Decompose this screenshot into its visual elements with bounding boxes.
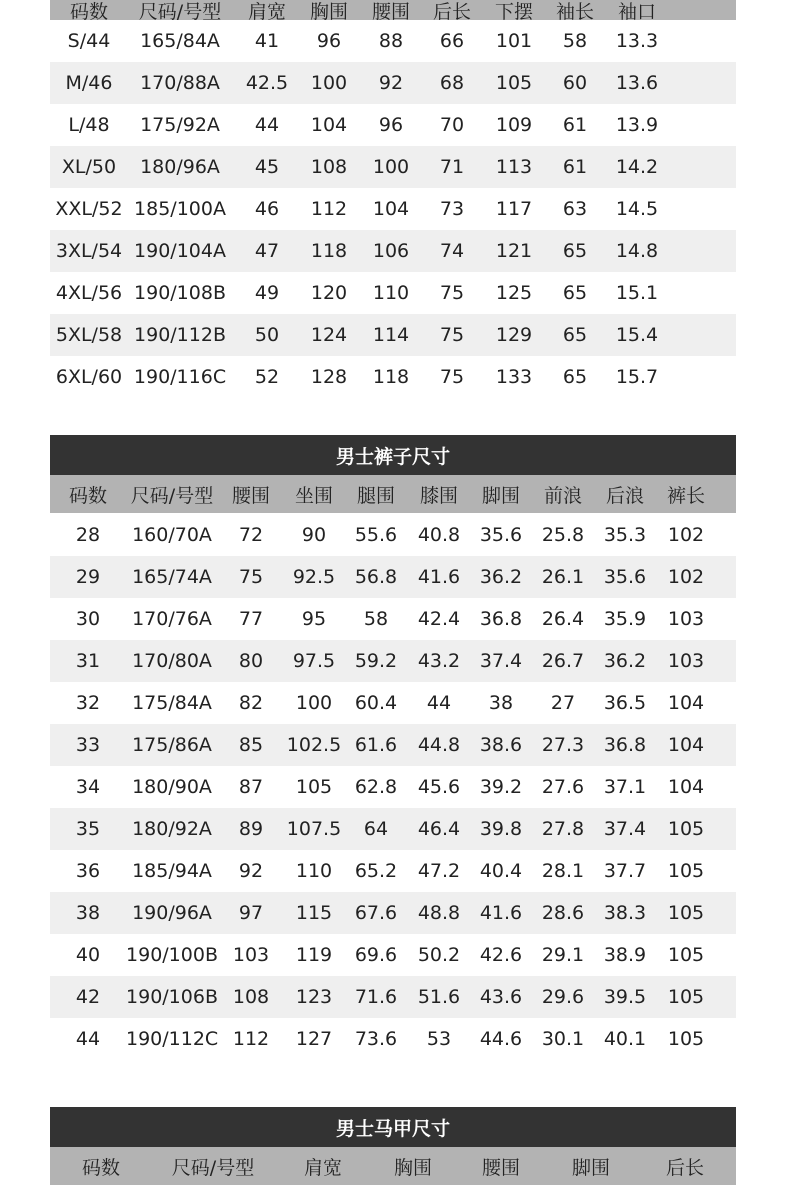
table-cell: 104 bbox=[667, 776, 705, 798]
table-cell: 117 bbox=[495, 198, 533, 220]
table-cell: 102 bbox=[667, 524, 705, 546]
table-row bbox=[50, 556, 736, 598]
table-row bbox=[50, 356, 736, 398]
table-cell: 55.6 bbox=[354, 524, 398, 546]
table-cell: 29.6 bbox=[541, 986, 585, 1008]
table-cell: 38.3 bbox=[603, 902, 647, 924]
table-cell: 40.1 bbox=[603, 1028, 647, 1050]
table-cell: 82 bbox=[238, 692, 264, 714]
header-cell: 脚围 bbox=[481, 484, 520, 507]
table-cell: 104 bbox=[667, 734, 705, 756]
table-cell: 175/92A bbox=[140, 114, 220, 136]
table-cell: 64 bbox=[363, 818, 389, 840]
table-header-row bbox=[50, 1147, 736, 1185]
table-cell: 102 bbox=[667, 566, 705, 588]
table-cell: 41.6 bbox=[417, 566, 461, 588]
table-cell: 50 bbox=[254, 324, 280, 346]
table-cell: 100 bbox=[372, 156, 410, 178]
table-cell: 101 bbox=[495, 30, 533, 52]
table-cell: 97 bbox=[238, 902, 264, 924]
table-cell: 50.2 bbox=[417, 944, 461, 966]
table-cell: 44.6 bbox=[479, 1028, 523, 1050]
table-row bbox=[50, 188, 736, 230]
table-cell: 104 bbox=[667, 692, 705, 714]
table-cell: 105 bbox=[495, 72, 533, 94]
table-cell: 40.4 bbox=[479, 860, 523, 882]
table-cell: 170/88A bbox=[140, 72, 220, 94]
table-cell: 190/116C bbox=[133, 366, 227, 388]
header-cell: 胸围 bbox=[393, 1156, 432, 1179]
table-cell: 113 bbox=[495, 156, 533, 178]
table-cell: 190/112B bbox=[134, 324, 226, 346]
table-cell: 68 bbox=[439, 72, 465, 94]
table-row bbox=[50, 640, 736, 682]
table-cell: 108 bbox=[232, 986, 270, 1008]
table-cell: 56.8 bbox=[354, 566, 398, 588]
table-cell: 34 bbox=[75, 776, 101, 798]
table-row bbox=[50, 62, 736, 104]
table-cell: 127 bbox=[295, 1028, 333, 1050]
table-cell: 13.3 bbox=[615, 30, 659, 52]
table-cell: 28.1 bbox=[541, 860, 585, 882]
table-cell: 37.4 bbox=[479, 650, 523, 672]
table-cell: 103 bbox=[667, 650, 705, 672]
table-title: 男士马甲尺寸 bbox=[50, 1107, 736, 1147]
table-cell: 38 bbox=[75, 902, 101, 924]
table-cell: 75 bbox=[439, 324, 465, 346]
table-cell: 105 bbox=[667, 1028, 705, 1050]
table-cell: 175/84A bbox=[132, 692, 212, 714]
table-cell: 120 bbox=[310, 282, 348, 304]
table-cell: 96 bbox=[316, 30, 342, 52]
table-cell: 165/74A bbox=[132, 566, 212, 588]
table-cell: 44.8 bbox=[417, 734, 461, 756]
table-cell: 39.8 bbox=[479, 818, 523, 840]
table-cell: 40.8 bbox=[417, 524, 461, 546]
table-cell: 36.8 bbox=[479, 608, 523, 630]
table-row bbox=[50, 682, 736, 724]
table-cell: 105 bbox=[295, 776, 333, 798]
table-cell: 118 bbox=[310, 240, 348, 262]
table-cell: 27.8 bbox=[541, 818, 585, 840]
table-cell: S/44 bbox=[67, 30, 111, 52]
table-cell: 73.6 bbox=[354, 1028, 398, 1050]
table-cell: 92 bbox=[378, 72, 404, 94]
table-cell: 38.6 bbox=[479, 734, 523, 756]
table-cell: 170/80A bbox=[132, 650, 212, 672]
table-cell: 65.2 bbox=[354, 860, 398, 882]
table-cell: 40 bbox=[75, 944, 101, 966]
table-cell: 114 bbox=[372, 324, 410, 346]
table-row bbox=[50, 892, 736, 934]
header-cell: 腿围 bbox=[356, 484, 395, 507]
header-cell: 码数 bbox=[81, 1156, 120, 1179]
table-row bbox=[50, 314, 736, 356]
table-cell: 4XL/56 bbox=[55, 282, 123, 304]
table-cell: 35.3 bbox=[603, 524, 647, 546]
table-cell: 15.4 bbox=[615, 324, 659, 346]
table-cell: 35 bbox=[75, 818, 101, 840]
table-cell: 100 bbox=[310, 72, 348, 94]
table-cell: 66 bbox=[439, 30, 465, 52]
table-row bbox=[50, 146, 736, 188]
table-cell: 185/94A bbox=[132, 860, 212, 882]
table-cell: 44 bbox=[426, 692, 452, 714]
table-cell: 37.1 bbox=[603, 776, 647, 798]
header-cell: 尺码/号型 bbox=[130, 484, 214, 507]
table-row bbox=[50, 850, 736, 892]
table-cell: 97.5 bbox=[292, 650, 336, 672]
table-cell: 104 bbox=[310, 114, 348, 136]
table-cell: 13.9 bbox=[615, 114, 659, 136]
table-cell: 35.6 bbox=[479, 524, 523, 546]
table-cell: 14.8 bbox=[615, 240, 659, 262]
table-cell: 58 bbox=[562, 30, 588, 52]
header-cell: 肩宽 bbox=[303, 1156, 342, 1179]
header-cell: 尺码/号型 bbox=[138, 1, 222, 20]
table-cell: 42.4 bbox=[417, 608, 461, 630]
table-cell: 39.5 bbox=[603, 986, 647, 1008]
table-cell: 15.1 bbox=[615, 282, 659, 304]
header-cell: 裤长 bbox=[666, 484, 705, 507]
table-cell: 47.2 bbox=[417, 860, 461, 882]
table-cell: 77 bbox=[238, 608, 264, 630]
table-cell: XXL/52 bbox=[55, 198, 123, 220]
table-cell: 26.4 bbox=[541, 608, 585, 630]
table-cell: 31 bbox=[75, 650, 101, 672]
table-cell: 105 bbox=[667, 986, 705, 1008]
table-cell: 105 bbox=[667, 902, 705, 924]
header-cell: 肩宽 bbox=[247, 1, 286, 20]
table-cell: 124 bbox=[310, 324, 348, 346]
table-cell: 26.1 bbox=[541, 566, 585, 588]
table-cell: 190/100B bbox=[126, 944, 218, 966]
table-cell: 88 bbox=[378, 30, 404, 52]
table-cell: 13.6 bbox=[615, 72, 659, 94]
table-cell: 71.6 bbox=[354, 986, 398, 1008]
table-cell: 27.3 bbox=[541, 734, 585, 756]
table-cell: 74 bbox=[439, 240, 465, 262]
pants-size-table bbox=[50, 435, 736, 1060]
table-cell: 41.6 bbox=[479, 902, 523, 924]
header-cell: 袖长 bbox=[555, 1, 594, 20]
table-cell: 160/70A bbox=[132, 524, 212, 546]
table-cell: 3XL/54 bbox=[55, 240, 123, 262]
table-cell: 32 bbox=[75, 692, 101, 714]
table-cell: 185/100A bbox=[134, 198, 226, 220]
table-cell: 190/106B bbox=[126, 986, 218, 1008]
table-cell: 103 bbox=[232, 944, 270, 966]
table-cell: 14.5 bbox=[615, 198, 659, 220]
table-cell: 37.4 bbox=[603, 818, 647, 840]
table-cell: 30.1 bbox=[541, 1028, 585, 1050]
table-cell: 110 bbox=[295, 860, 333, 882]
table-cell: 65 bbox=[562, 366, 588, 388]
table-cell: 75 bbox=[439, 366, 465, 388]
table-cell: 112 bbox=[310, 198, 348, 220]
table-cell: 70 bbox=[439, 114, 465, 136]
table-body bbox=[50, 20, 736, 398]
table-cell: 96 bbox=[378, 114, 404, 136]
table-cell: 72 bbox=[238, 524, 264, 546]
table-cell: 69.6 bbox=[354, 944, 398, 966]
header-cell: 后浪 bbox=[605, 484, 644, 507]
table-cell: 110 bbox=[372, 282, 410, 304]
table-row bbox=[50, 598, 736, 640]
table-row bbox=[50, 230, 736, 272]
table-cell: 102.5 bbox=[286, 734, 342, 756]
table-row bbox=[50, 766, 736, 808]
table-cell: 65 bbox=[562, 282, 588, 304]
table-cell: 45 bbox=[254, 156, 280, 178]
table-row bbox=[50, 20, 736, 62]
table-cell: 36 bbox=[75, 860, 101, 882]
header-cell: 坐围 bbox=[294, 484, 333, 507]
table-cell: 61 bbox=[562, 156, 588, 178]
table-cell: 63 bbox=[562, 198, 588, 220]
table-cell: 46 bbox=[254, 198, 280, 220]
table-cell: 60 bbox=[562, 72, 588, 94]
table-cell: 5XL/58 bbox=[55, 324, 123, 346]
table-cell: 28.6 bbox=[541, 902, 585, 924]
table-cell: 25.8 bbox=[541, 524, 585, 546]
jacket-size-table bbox=[50, 0, 736, 398]
table-cell: 175/86A bbox=[132, 734, 212, 756]
table-cell: 42.6 bbox=[479, 944, 523, 966]
table-cell: 42 bbox=[75, 986, 101, 1008]
table-row bbox=[50, 934, 736, 976]
table-cell: 53 bbox=[426, 1028, 452, 1050]
header-cell: 后长 bbox=[665, 1156, 704, 1179]
table-cell: 48.8 bbox=[417, 902, 461, 924]
table-body bbox=[50, 513, 736, 1060]
table-cell: 180/92A bbox=[132, 818, 212, 840]
table-cell: 170/76A bbox=[132, 608, 212, 630]
table-header-row bbox=[50, 475, 736, 513]
header-cell: 袖口 bbox=[617, 1, 656, 20]
table-cell: 29 bbox=[75, 566, 101, 588]
table-cell: 104 bbox=[372, 198, 410, 220]
table-title: 男士裤子尺寸 bbox=[50, 435, 736, 475]
header-cell: 脚围 bbox=[571, 1156, 610, 1179]
header-cell: 胸围 bbox=[309, 1, 348, 20]
table-cell: 14.2 bbox=[615, 156, 659, 178]
table-cell: 58 bbox=[363, 608, 389, 630]
table-row bbox=[50, 514, 736, 556]
header-cell: 膝围 bbox=[419, 484, 458, 507]
table-row bbox=[50, 724, 736, 766]
table-cell: 180/90A bbox=[132, 776, 212, 798]
vest-size-table bbox=[50, 1107, 736, 1185]
header-cell: 腰围 bbox=[371, 1, 410, 20]
table-cell: 65 bbox=[562, 240, 588, 262]
header-cell: 码数 bbox=[68, 484, 107, 507]
table-cell: 42.5 bbox=[245, 72, 289, 94]
table-row bbox=[50, 104, 736, 146]
table-cell: 119 bbox=[295, 944, 333, 966]
table-cell: 92.5 bbox=[292, 566, 336, 588]
table-cell: 36.5 bbox=[603, 692, 647, 714]
table-cell: 190/96A bbox=[132, 902, 212, 924]
table-cell: 75 bbox=[439, 282, 465, 304]
table-cell: 112 bbox=[232, 1028, 270, 1050]
table-cell: 190/104A bbox=[134, 240, 226, 262]
table-cell: 89 bbox=[238, 818, 264, 840]
header-cell: 下摆 bbox=[494, 1, 533, 20]
table-cell: 125 bbox=[495, 282, 533, 304]
table-cell: 73 bbox=[439, 198, 465, 220]
table-cell: 27 bbox=[550, 692, 576, 714]
table-cell: 59.2 bbox=[354, 650, 398, 672]
table-cell: 67.6 bbox=[354, 902, 398, 924]
header-cell: 腰围 bbox=[481, 1156, 520, 1179]
table-cell: 52 bbox=[254, 366, 280, 388]
table-cell: 35.9 bbox=[603, 608, 647, 630]
table-cell: 38.9 bbox=[603, 944, 647, 966]
table-cell: 121 bbox=[495, 240, 533, 262]
table-cell: 109 bbox=[495, 114, 533, 136]
table-cell: 44 bbox=[75, 1028, 101, 1050]
table-cell: 129 bbox=[495, 324, 533, 346]
table-cell: XL/50 bbox=[61, 156, 117, 178]
table-cell: 44 bbox=[254, 114, 280, 136]
table-cell: 36.8 bbox=[603, 734, 647, 756]
table-cell: 41 bbox=[254, 30, 280, 52]
table-cell: 35.6 bbox=[603, 566, 647, 588]
table-cell: L/48 bbox=[68, 114, 110, 136]
table-cell: 90 bbox=[301, 524, 327, 546]
table-row bbox=[50, 976, 736, 1018]
table-cell: 33 bbox=[75, 734, 101, 756]
table-cell: 61.6 bbox=[354, 734, 398, 756]
table-cell: 47 bbox=[254, 240, 280, 262]
table-cell: 107.5 bbox=[286, 818, 342, 840]
table-cell: 65 bbox=[562, 324, 588, 346]
table-cell: 36.2 bbox=[603, 650, 647, 672]
table-cell: 95 bbox=[301, 608, 327, 630]
table-cell: 105 bbox=[667, 944, 705, 966]
table-header-row bbox=[50, 0, 736, 20]
table-cell: 105 bbox=[667, 818, 705, 840]
table-cell: 46.4 bbox=[417, 818, 461, 840]
table-cell: 15.7 bbox=[615, 366, 659, 388]
table-cell: 39.2 bbox=[479, 776, 523, 798]
table-cell: 26.7 bbox=[541, 650, 585, 672]
table-cell: 60.4 bbox=[354, 692, 398, 714]
table-cell: 123 bbox=[295, 986, 333, 1008]
header-cell: 前浪 bbox=[543, 484, 582, 507]
table-cell: 80 bbox=[238, 650, 264, 672]
header-cell: 码数 bbox=[69, 1, 108, 20]
table-cell: 100 bbox=[295, 692, 333, 714]
table-row bbox=[50, 808, 736, 850]
header-cell: 腰围 bbox=[231, 484, 270, 507]
table-cell: M/46 bbox=[65, 72, 113, 94]
table-cell: 103 bbox=[667, 608, 705, 630]
table-cell: 36.2 bbox=[479, 566, 523, 588]
table-cell: 85 bbox=[238, 734, 264, 756]
table-cell: 115 bbox=[295, 902, 333, 924]
table-row bbox=[50, 272, 736, 314]
table-cell: 49 bbox=[254, 282, 280, 304]
table-cell: 61 bbox=[562, 114, 588, 136]
table-row bbox=[50, 1018, 736, 1060]
table-cell: 71 bbox=[439, 156, 465, 178]
table-cell: 92 bbox=[238, 860, 264, 882]
table-cell: 108 bbox=[310, 156, 348, 178]
table-cell: 28 bbox=[75, 524, 101, 546]
table-cell: 128 bbox=[310, 366, 348, 388]
table-cell: 43.2 bbox=[417, 650, 461, 672]
table-cell: 30 bbox=[75, 608, 101, 630]
table-cell: 62.8 bbox=[354, 776, 398, 798]
table-cell: 75 bbox=[238, 566, 264, 588]
header-cell: 后长 bbox=[432, 1, 471, 20]
table-cell: 37.7 bbox=[603, 860, 647, 882]
table-cell: 105 bbox=[667, 860, 705, 882]
table-cell: 45.6 bbox=[417, 776, 461, 798]
table-cell: 190/112C bbox=[126, 1028, 219, 1050]
table-cell: 43.6 bbox=[479, 986, 523, 1008]
table-cell: 118 bbox=[372, 366, 410, 388]
table-cell: 165/84A bbox=[140, 30, 220, 52]
table-cell: 38 bbox=[488, 692, 514, 714]
header-cell: 尺码/号型 bbox=[171, 1156, 255, 1179]
table-cell: 180/96A bbox=[140, 156, 220, 178]
table-cell: 133 bbox=[495, 366, 533, 388]
table-cell: 27.6 bbox=[541, 776, 585, 798]
table-cell: 190/108B bbox=[134, 282, 226, 304]
table-cell: 51.6 bbox=[417, 986, 461, 1008]
table-cell: 29.1 bbox=[541, 944, 585, 966]
table-cell: 87 bbox=[238, 776, 264, 798]
table-cell: 106 bbox=[372, 240, 410, 262]
table-cell: 6XL/60 bbox=[55, 366, 123, 388]
